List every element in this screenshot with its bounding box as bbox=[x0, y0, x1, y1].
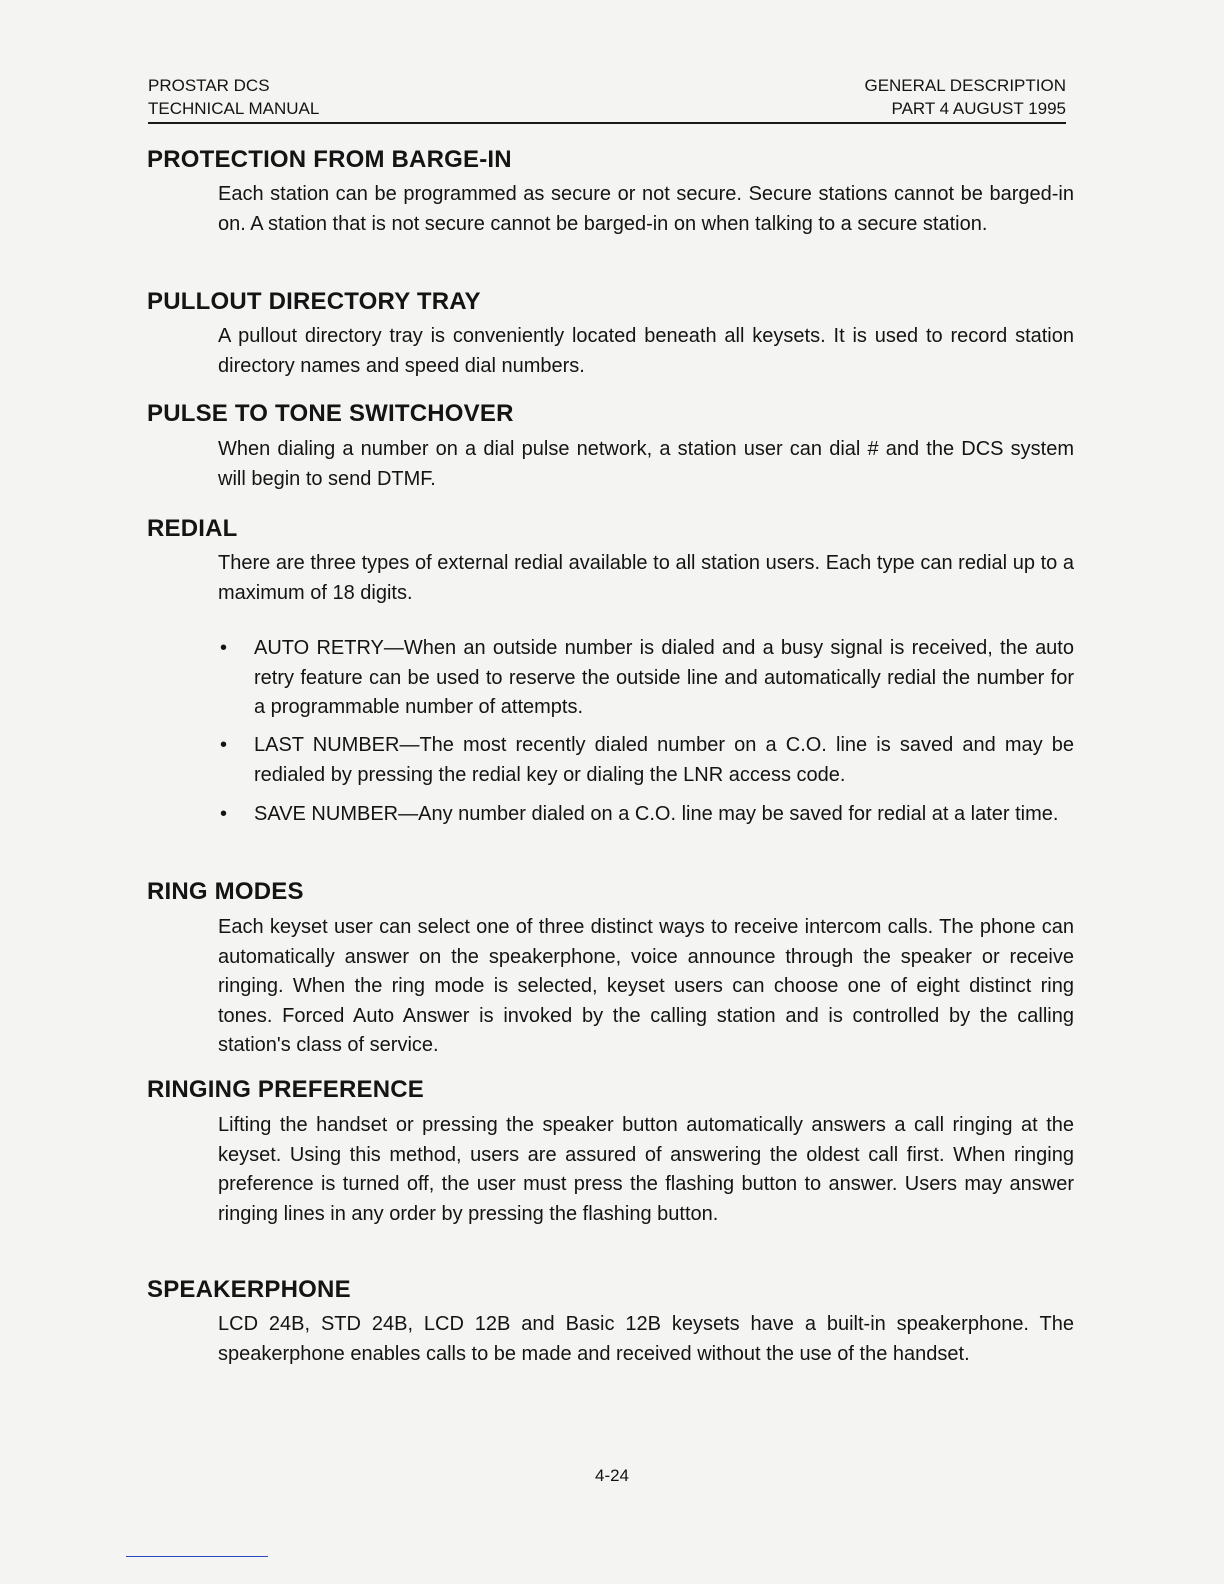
paragraph-ringing-preference: Lifting the handset or pressing the speaker button automatically answers a call ringing at the keyset. Using this method, users are assured of answering the oldest call first. When ringing preference is turned off, the user must press the flashing button to answer. Users may answer ringing lines in any order by pressing the flashing button. bbox=[218, 1114, 1074, 1225]
header-manual: TECHNICAL MANUAL bbox=[148, 99, 320, 118]
header-product: PROSTAR DCS bbox=[148, 76, 270, 95]
heading-ring-modes: RING MODES bbox=[147, 878, 304, 905]
bullet-dot: • bbox=[220, 803, 228, 825]
heading-directory-tray: PULLOUT DIRECTORY TRAY bbox=[147, 288, 481, 315]
paragraph-ring-modes: Each keyset user can select one of three distinct ways to receive intercom calls. The phone can automatically answer on the speakerphone, voice announce through the speaker or receive ringing. When the ring mode is selected, keyset users can choose one of eight distinct ring tones. Forced Auto Answer is invoked by the calling station and is controlled by the calling station's class of service. bbox=[218, 916, 1074, 1056]
header-left bbox=[148, 74, 319, 120]
header-right bbox=[864, 74, 1066, 120]
paragraph-pulse-tone: When dialing a number on a dial pulse network, a station user can dial # and the DCS system will begin to send DTMF. bbox=[218, 438, 1074, 490]
bullet-dot: • bbox=[220, 734, 228, 756]
heading-speakerphone: SPEAKERPHONE bbox=[147, 1276, 351, 1303]
page-number: 4-24 bbox=[594, 1466, 630, 1485]
heading-redial: REDIAL bbox=[147, 515, 238, 542]
footer-line bbox=[126, 1556, 268, 1557]
paragraph-speakerphone: LCD 24B, STD 24B, LCD 12B and Basic 12B keysets have a built-in speakerphone. The speakerphone enables calls to be made and received without the use of the handset. bbox=[218, 1313, 1074, 1365]
heading-pulse-tone: PULSE TO TONE SWITCHOVER bbox=[147, 400, 514, 427]
header-rule bbox=[148, 122, 1066, 124]
header-part-date: PART 4 AUGUST 1995 bbox=[891, 99, 1066, 118]
redial-bullet-save-number bbox=[218, 800, 1074, 830]
paragraph-directory-tray: A pullout directory tray is conveniently located beneath all keysets. It is used to record station directory names and speed dial numbers. bbox=[218, 325, 1074, 377]
bullet-dot: • bbox=[220, 637, 228, 659]
redial-bullet-auto-retry bbox=[218, 634, 1074, 723]
heading-ringing-preference: RINGING PREFERENCE bbox=[147, 1076, 424, 1103]
bullet-text: LAST NUMBER—The most recently dialed number on a C.O. line is saved and may be redialed by pressing the redial key or dialing the LNR access code. bbox=[254, 734, 1074, 786]
bullet-text: SAVE NUMBER—Any number dialed on a C.O. line may be saved for redial at a later time. bbox=[254, 803, 1059, 825]
redial-bullet-last-number bbox=[218, 731, 1074, 790]
header-section: GENERAL DESCRIPTION bbox=[864, 76, 1066, 95]
heading-barge-in: PROTECTION FROM BARGE-IN bbox=[147, 146, 512, 173]
paragraph-barge-in: Each station can be programmed as secure or not secure. Secure stations cannot be barged-in on. A station that is not secure cannot be barged-in on when talking to a secure station. bbox=[218, 183, 1074, 235]
bullet-text: AUTO RETRY—When an outside number is dialed and a busy signal is received, the auto retry feature can be used to reserve the outside line and automatically redial the number for a programmable number of attempts. bbox=[254, 637, 1074, 718]
paragraph-redial: There are three types of external redial available to all station users. Each type can redial up to a maximum of 18 digits. bbox=[218, 552, 1074, 604]
